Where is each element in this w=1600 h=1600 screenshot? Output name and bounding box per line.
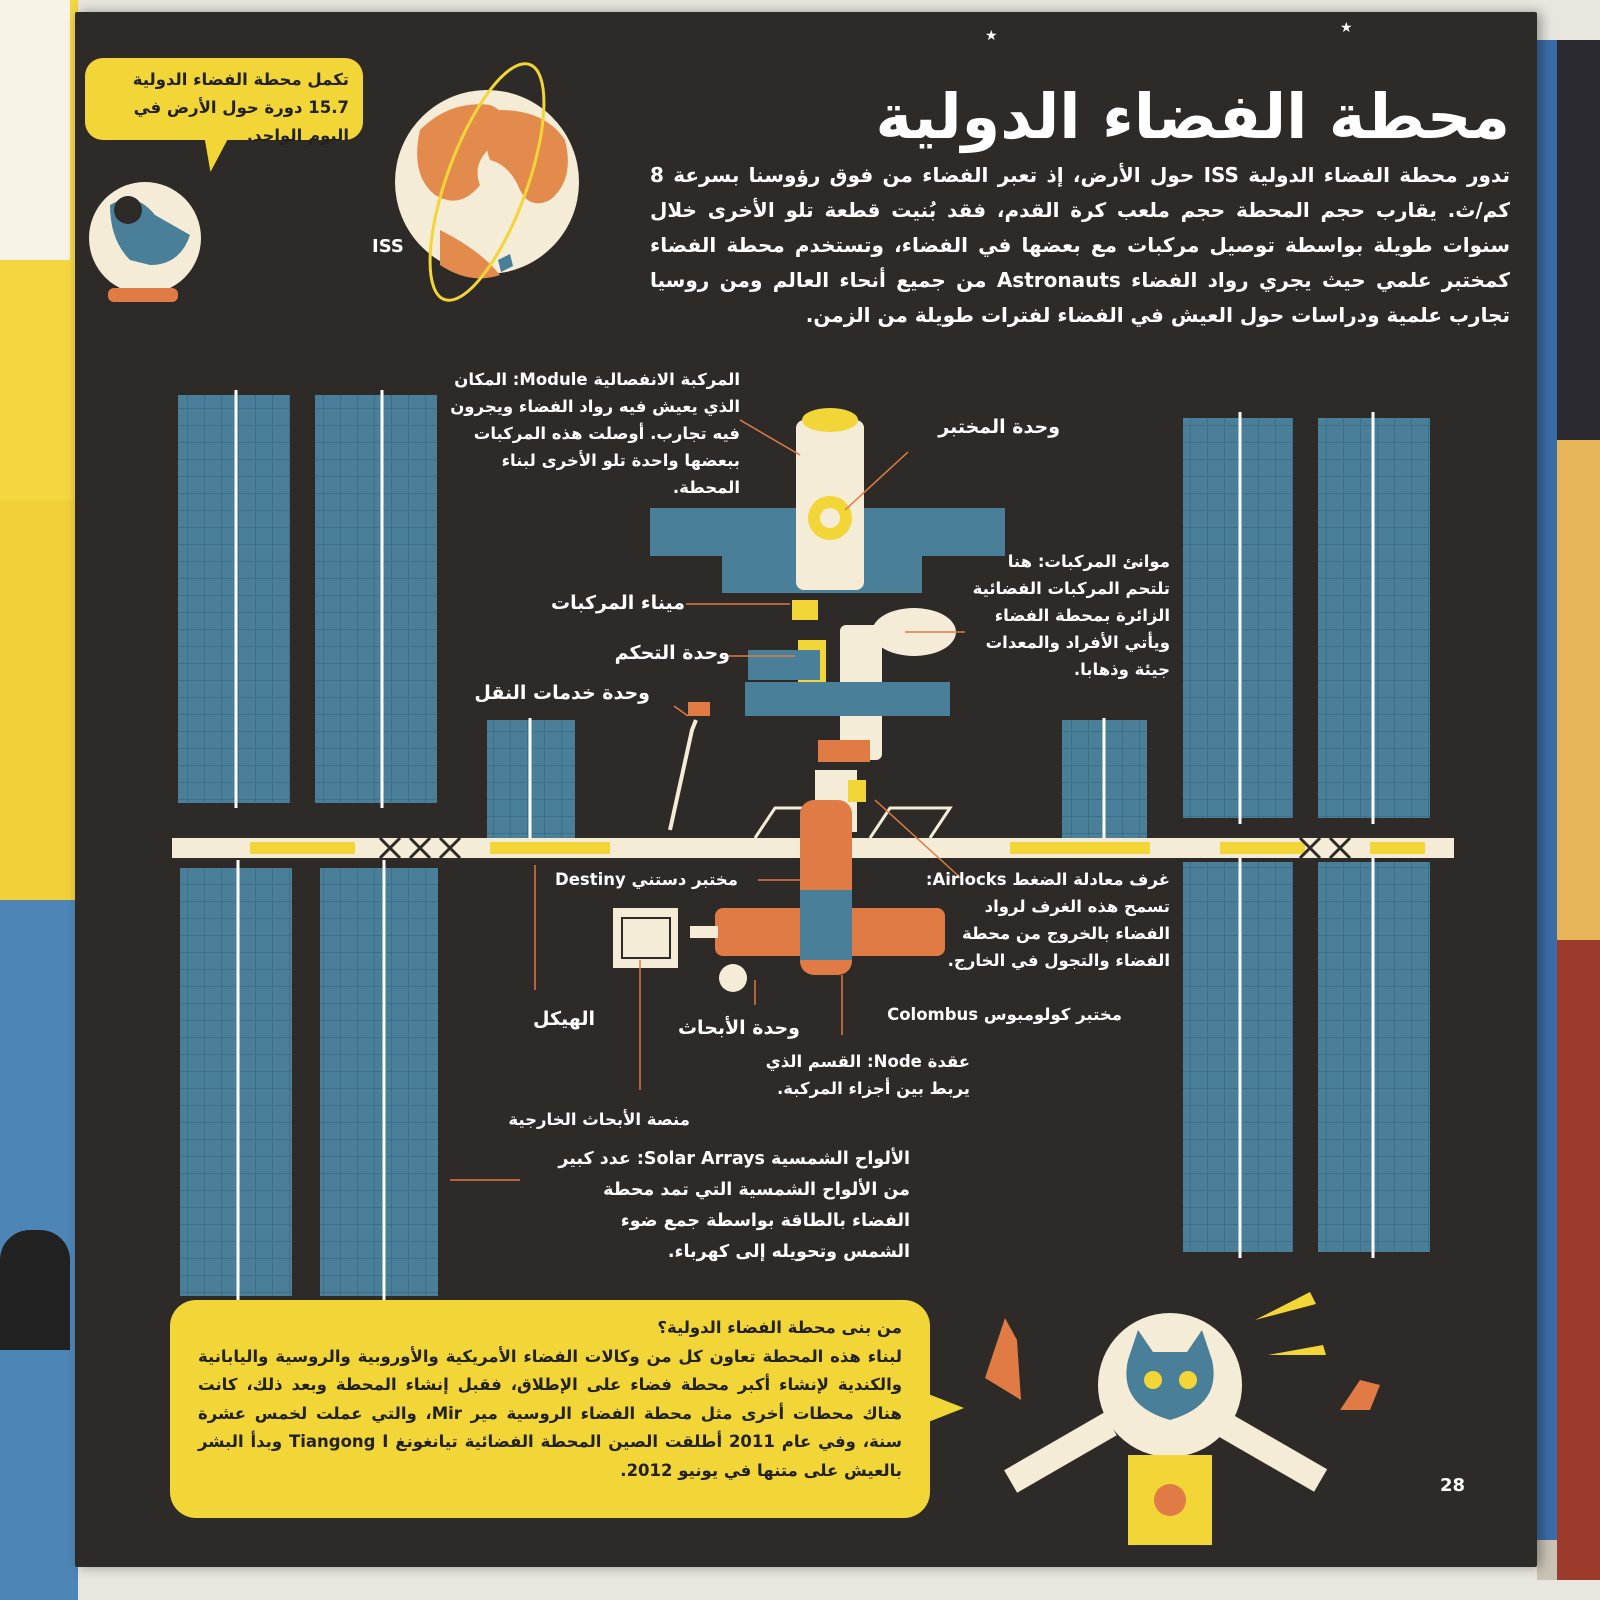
- bottom-speech-bubble-tail: [918, 1390, 964, 1426]
- label-transport-unit: وحدة خدمات النقل: [474, 682, 650, 704]
- label-truss: الهيكل: [533, 1008, 595, 1030]
- label-lab-unit: وحدة المختبر: [938, 416, 1060, 438]
- solar-panel: [1183, 862, 1293, 1252]
- mouse-astronaut-illustration: [89, 182, 201, 302]
- earth-illustration: [395, 51, 579, 313]
- iss-tag: ISS: [372, 236, 404, 257]
- label-node: عقدة Node: القسم الذي يربط بين أجزاء المركبة.: [765, 1052, 970, 1098]
- label-solar-arrays: الألواح الشمسية Solar Arrays: عدد كبير من الألواح الشمسية التي تمد محطة الفضاء بالطاقة بواسطة جمع ضوء الشمس وتحويله إلى كهرباء.: [558, 1149, 910, 1262]
- label-module: المركبة الانفصالية Module: المكان الذي يعيش فيه رواد الفضاء ويجرون فيه تجارب. أوصلت هذه المركبات ببعضها واحدة تلو الأخرى لبناء المحطة.: [450, 370, 740, 497]
- page-number: 28: [1440, 1475, 1466, 1496]
- label-airlocks: غرف معادلة الضغط Airlocks: تسمح هذه الغرف لرواد الفضاء بالخروج من محطة الفضاء والتجول في الخارج.: [925, 870, 1170, 970]
- solar-panel: [1183, 418, 1293, 818]
- bottom-bubble-question: من بنى محطة الفضاء الدولية؟: [657, 1318, 902, 1337]
- label-research-unit: وحدة الأبحاث: [677, 1017, 800, 1039]
- label-columbus: مختبر كولومبوس Colombus: [887, 1005, 1122, 1024]
- star-icon: ★: [985, 28, 998, 44]
- cat-astronaut-illustration: [985, 1292, 1380, 1545]
- label-external-platform: منصة الأبحاث الخارجية: [508, 1110, 690, 1129]
- solar-panel: [178, 395, 290, 803]
- label-control-unit: وحدة التحكم: [614, 642, 730, 664]
- page-title: محطة الفضاء الدولية: [875, 80, 1510, 153]
- solar-panel: [315, 395, 437, 803]
- bottom-speech-bubble: [170, 1300, 930, 1518]
- bottom-bubble-body: لبناء هذه المحطة تعاون كل من وكالات الفضاء الأمريكية والأوروبية والروسية واليابانية والكندية لإنشاء أكبر محطة فضاء على الإطلاق، فقبل إنشاء المحطة وبعد ذلك، كانت هناك محطات أخرى مثل محطة الفضاء الروسية مير Mir، والتي عملت لخمس عشرة سنة، وفي عام 2011 أطلقت الصين المحطة الفضائية تيانغونغ Tiangong I وبدأ البشر بالعيش على متنها في يونيو 2012.: [198, 1346, 902, 1480]
- label-docking-ports: موانئ المركبات: هنا تلتحم المركبات الفضائية الزائرة بمحطة الفضاء ويأتي الأفراد والمعدات جيئة وذهابا.: [972, 552, 1170, 679]
- intro-paragraph: تدور محطة الفضاء الدولية ISS حول الأرض، إذ تعبر الفضاء من فوق رؤوسنا بسرعة 8 كم/ث. يقارب حجم المحطة حجم ملعب كرة القدم، فقد بُنيت قطعة تلو الأخرى خلال سنوات طويلة بواسطة توصيل مركبات مع بعضها في الفضاء، وتستخدم محطة الفضاء كمختبر علمي حيث يجري رواد الفضاء Astronauts من جميع أنحاء العالم ومن روسيا تجارب علمية ودراسات حول العيش في الفضاء لفترات طويلة من الزمن.: [650, 163, 1510, 327]
- label-vehicle-port: ميناء المركبات: [551, 592, 685, 614]
- solar-panel: [320, 868, 438, 1296]
- top-speech-bubble: تكمل محطة الفضاء الدولية 15.7 دورة حول الأرض في اليوم الواحد.: [85, 58, 363, 140]
- star-icon: ★: [1340, 20, 1353, 36]
- solar-panel: [180, 868, 292, 1296]
- label-destiny: مختبر دستني Destiny: [555, 870, 738, 889]
